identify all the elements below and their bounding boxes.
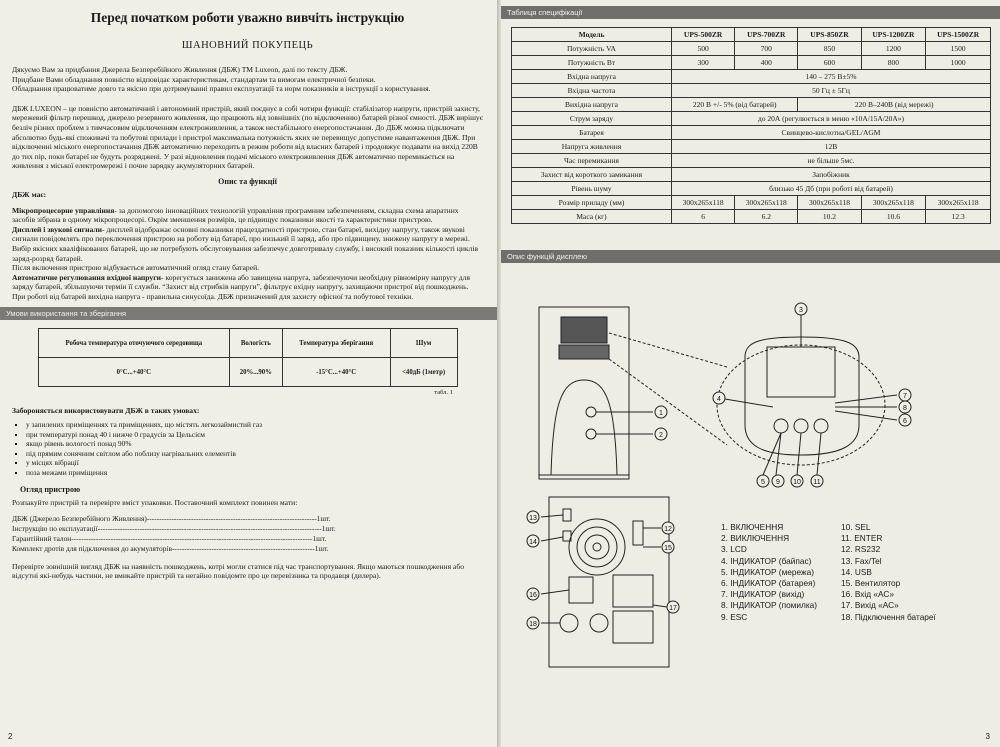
table-row	[512, 56, 991, 70]
spec-header: UPS-1200ZR	[861, 28, 926, 42]
table-row	[512, 98, 991, 112]
leader-dots: ----------------------------------------------------------	[171, 543, 315, 553]
table-row	[512, 28, 991, 42]
table-row	[512, 196, 991, 210]
front-lcd	[561, 317, 607, 343]
spec-label: Вихідна напруга	[512, 98, 672, 112]
spec-label: Напруга живлення	[512, 140, 672, 154]
page-number-right: 3	[985, 732, 990, 741]
display-bar: Опис функцій дисплею	[501, 250, 1000, 263]
callout-label: 4	[717, 396, 721, 403]
sel-button	[794, 419, 808, 433]
env-value: <40дБ (1метр)	[390, 358, 457, 387]
spec-label: Час перемикання	[512, 154, 672, 168]
spec-label: Рівень шуму	[512, 182, 672, 196]
esc-button	[774, 419, 788, 433]
callout-label: 9	[776, 479, 780, 486]
micro-text: - за допомогою інноваційних технологій управління програмним забезпеченням, складна схема апаратних засобів зібрана в одному мікропроцесорі. Окрім зменшення розмірів, це підвищує показники якості та характеристики пристрою.	[12, 205, 459, 225]
table-row	[512, 84, 991, 98]
spec-cell: 12В	[672, 140, 991, 154]
callout-label: 2	[659, 432, 663, 439]
intro-block	[12, 65, 483, 94]
inspection-text: Розпакуйте пристрій та перевірте вміст упаковки. Поставочний комплект повинен мати:	[12, 498, 298, 508]
spec-cell: 300х265х118	[672, 196, 735, 210]
package-qty: 1шт.	[321, 523, 336, 533]
spec-cell: 50 Гц ± 5Гц	[672, 84, 991, 98]
spec-header: UPS-1500ZR	[926, 28, 991, 42]
package-qty: 1шт.	[312, 533, 327, 543]
page-title: Перед початком роботи уважно вивчіть інструкцію	[90, 10, 405, 25]
legend-item: 15. Вентилятор	[841, 578, 901, 589]
spec-header: UPS-500ZR	[672, 28, 735, 42]
list-item: ▪ у запилених приміщеннях та приміщеннях, що містять легкозаймистий газ	[26, 420, 483, 430]
callout-label: 17	[669, 605, 677, 612]
spec-header: UPS-700ZR	[735, 28, 798, 42]
left-page	[0, 0, 497, 747]
conditions-bar: Умови використання та зберігання	[0, 307, 497, 320]
callout-label: 8	[903, 405, 907, 412]
micro-paragraph	[12, 206, 483, 225]
ac-output-2	[613, 611, 653, 643]
micro-title: Мікропроцесорне управління	[12, 205, 115, 215]
package-name: Інструкцію по експлуатації	[12, 523, 98, 533]
table-row	[512, 210, 991, 224]
battery-connector	[560, 614, 578, 632]
avr-text: - корегується занижена або завищена напруга, забезпечуючи необхідну рівномірну напругу для заряду батарей, збільшуючи термін її служби. “Захист від стрибків напруги”, фільтрує вхідну напругу, захищаючи пристрої від пошкоджень. При роботі від батарей вихідна напруга - правильна синусоїда. ДБЖ призначений для захисту офісної та побутової техніки.	[12, 272, 470, 301]
spec-label: Захист від короткого замикання	[512, 168, 672, 182]
spec-cell: 6.2	[735, 210, 798, 224]
table-row	[512, 70, 991, 84]
ac-output-1	[613, 575, 653, 607]
legend-item: 9. ESC	[721, 611, 748, 622]
legend-item: 8. ІНДИКАТОР (помилка)	[721, 600, 818, 611]
spec-cell: близько 45 Дб (при роботі від батарей)	[672, 182, 991, 196]
ups-diagram	[501, 285, 1000, 685]
functions-intro: ДБЖ має:	[12, 189, 47, 199]
avr-title: Автоматичне регулювання вхідної напруги	[12, 272, 162, 282]
display-zoom	[717, 345, 885, 465]
list-item: ▪ якщо рівень вологості понад 90%	[26, 439, 483, 449]
spec-cell: не більше 5мс.	[672, 154, 991, 168]
callout-label: 14	[529, 539, 537, 546]
legend-item: 16. Вхід «АС»	[841, 589, 894, 600]
enter-button	[814, 419, 828, 433]
table-row	[512, 126, 991, 140]
spec-cell: 220 В +/- 5% (від батарей)	[672, 98, 798, 112]
leader-dots: -------------------------------------------------------------------------------------------	[97, 523, 322, 533]
forbidden-list	[26, 420, 483, 477]
intro-line: Придбане Вами обладнання повністю відповідає характеристикам, стандартам та вимогам електричної безпеки.	[12, 74, 376, 84]
table-row	[512, 168, 991, 182]
package-name: Гарантійний талон	[12, 533, 72, 543]
leader-dots: --------------------------------------------------------------------------------------------------	[71, 533, 313, 543]
legend-item: 7. ІНДИКАТОР (вихід)	[721, 589, 805, 600]
spec-label: Струм заряду	[512, 112, 672, 126]
functions-heading: Опис та функції	[218, 176, 277, 186]
power-on-button	[586, 407, 596, 417]
greeting: ШАНОВНИЙ ПОКУПЕЦЬ	[181, 40, 314, 51]
check-text: Перевірте зовнішній вигляд ДБЖ на наявність пошкоджень, котрі могли статися під час транспортування. Якщо маються пошкодження або відсутні які-небудь частини, не вмикайте пристрій та негайно повідомте про це перевізника та продавця (дилера).	[12, 561, 465, 581]
callout-label: 6	[903, 418, 907, 425]
intro-line: Дякуємо Вам за придбання Джерела Безперебійного Живлення (ДБЖ) ТМ Luxeon, далі по тексту ДБЖ.	[12, 65, 348, 74]
callout-label: 10	[793, 479, 801, 486]
spec-cell: 220 В–240В (від мережі)	[798, 98, 991, 112]
legend-item: 14. USB	[841, 566, 872, 577]
table-row	[38, 358, 457, 387]
legend-item: 3. LCD	[721, 544, 747, 555]
env-value: -15°С...+40°С	[282, 358, 390, 387]
spec-cell: 400	[735, 56, 798, 70]
package-name: ДБЖ (Джерело Безперебійного Живлення)	[12, 513, 147, 523]
callout-label: 1	[659, 410, 663, 417]
table-row	[38, 329, 457, 358]
spec-cell: 1000	[926, 56, 991, 70]
inspection-heading: Огляд пристрою	[20, 485, 81, 495]
conditions-table	[38, 328, 458, 387]
right-page	[501, 0, 1000, 747]
table-row	[512, 140, 991, 154]
leader-dots: ---------------------------------------------------------------------	[146, 513, 317, 523]
callout-label: 5	[761, 479, 765, 486]
spec-cell: 600	[798, 56, 861, 70]
env-value: 20%...90%	[230, 358, 282, 387]
spec-table	[511, 27, 991, 224]
list-item	[12, 534, 483, 544]
legend-item: 4. ІНДИКАТОР (байпас)	[721, 555, 812, 566]
spec-cell: 140 – 275 В±5%	[672, 70, 991, 84]
spec-cell: 1500	[926, 42, 991, 56]
spec-label: Вхідна напруга	[512, 70, 672, 84]
callout-label: 11	[813, 479, 821, 486]
callout-label: 7	[903, 393, 907, 400]
front-arch	[551, 380, 617, 475]
display-text: - дисплей відображає основні показники працездатності пристрою, стан батареї, вихідну напругу, також звукові сигнали повідомлять про переключення пристрою на роботу від батареї, про низький її заряд, або про підвищену, знижену напругу в мережі. Вибір якісних кваліфікованих батарей, що не потребують обслуговування забезпечує довготривалу службу, і високий показник кількості циклів заряд-розряд батарей.	[12, 224, 479, 263]
spec-cell: 300х265х118	[926, 196, 991, 210]
env-header: Вологість	[230, 329, 282, 358]
ac-input	[569, 577, 593, 603]
env-header: Шум	[390, 329, 457, 358]
spec-label: Потужність VA	[512, 42, 672, 56]
rs232-port	[633, 521, 643, 545]
display-lcd	[767, 347, 835, 397]
legend-item: 10. SEL	[841, 522, 871, 532]
spec-cell: 850	[798, 42, 861, 56]
display-panel	[745, 337, 859, 455]
spec-cell: 700	[735, 42, 798, 56]
spec-header: Модель	[512, 28, 672, 42]
list-item: ▪ у місцях вібрації	[26, 458, 483, 468]
spec-cell: Свинцево-кислотна/GEL/AGM	[672, 126, 991, 140]
callout-label: 3	[799, 307, 803, 314]
power-off-button	[586, 429, 596, 439]
table-label: табл. 1	[434, 389, 453, 397]
table-row	[512, 154, 991, 168]
spec-cell: до 20А (регулюється в меню «10А/15А/20А»)	[672, 112, 991, 126]
spec-cell: 10.6	[861, 210, 926, 224]
env-header: Температура зберігання	[282, 329, 390, 358]
legend-item: 13. Fax/Tel	[841, 555, 882, 566]
list-item: ▪ поза межами приміщення	[26, 468, 483, 478]
spec-bar: Таблиця специфікації	[501, 6, 1000, 19]
description-paragraph: ДБЖ LUXEON – це повністю автоматичний і автономний пристрій, який поєднує в собі чотири функції: стабілізатор напруги, пристрій захисту, мережевий фільтр перешкод, джерело резервного живлення, що працюють від зовнішніх (по відключенню) батарей різної ємності. ДБЖ вирішує безліч різних проблем з тимчасовим відключенням електроживлення, а також нестабільного енергопостачання. До ДБЖ можна підключати абсолютно будь-які споживачі та побутові прилади і пристрої максимальна потужність яких не перевищує допустиме навантаження ДБЖ. При відключенні міського енергопостачання ДБЖ автоматично переходить в режим роботи від власних батарей і продовжує подавати на вихід 220В до тих пір, поки батареї не будуть розряджені. У разі відновлення подачі міського електроживлення ДБЖ автоматично перемикається на живлення з міської електромережі і почне зарядку акумуляторних батарей.	[12, 103, 483, 171]
env-value: 0°С...+40°С	[38, 358, 230, 387]
spec-cell: 300х265х118	[735, 196, 798, 210]
spec-cell: 12.3	[926, 210, 991, 224]
list-item: ▪ при температурі понад 40 і нижче 0 градусів за Цельсієм	[26, 430, 483, 440]
spec-cell: 800	[861, 56, 926, 70]
spec-cell: 300х265х118	[861, 196, 926, 210]
callout-label: 13	[529, 515, 537, 522]
spec-cell: 10.2	[798, 210, 861, 224]
package-qty: 1шт.	[314, 543, 329, 553]
spec-label: Розмір приладу (мм)	[512, 196, 672, 210]
spec-cell: 1200	[861, 42, 926, 56]
ups-rear-body	[549, 497, 669, 667]
legend-item: 1. ВКЛЮЧЕННЯ	[721, 522, 784, 532]
intro-line: Обладнання працюватиме довго та якісно при дотримуванні правил експлуатації та норм показників в інструкції з користування.	[12, 84, 431, 94]
table-row	[512, 112, 991, 126]
forbidden-heading: Забороняється використовувати ДБЖ в таких умовах:	[12, 406, 200, 416]
legend-item: 18. Підключення батареї	[841, 611, 936, 622]
display-title: Дисплей і звукові сигнали	[12, 224, 103, 234]
callout-label: 12	[664, 526, 672, 533]
spec-label: Потужність Вт	[512, 56, 672, 70]
spec-cell: 500	[672, 42, 735, 56]
callout-label: 16	[529, 592, 537, 599]
spec-cell: Запобіжник	[672, 168, 991, 182]
legend-item: 2. ВИКЛЮЧЕННЯ	[721, 533, 790, 544]
table-row	[512, 182, 991, 196]
list-item: ▪ під прямим сонячним світлом або поблизу нагрівальних елементів	[26, 449, 483, 459]
legend-item: 17. Вихід «АС»	[841, 600, 899, 611]
package-name: Комплект дротів для підключення до акумуляторів	[12, 543, 172, 553]
legend-item: 6. ІНДИКАТОР (батарея)	[721, 578, 816, 589]
spec-label: Вхідна частота	[512, 84, 672, 98]
legend-item: 12. RS232	[841, 544, 881, 555]
table-row	[512, 42, 991, 56]
legend-column-right	[841, 522, 936, 623]
list-item	[12, 514, 483, 524]
package-qty: 1шт.	[316, 513, 331, 523]
list-item	[12, 544, 483, 554]
legend-item: 11. ENTER	[841, 533, 883, 544]
fax-port	[563, 509, 571, 521]
spec-label: Маса (кг)	[512, 210, 672, 224]
display-paragraph-2: Після включення пристрою відбувається автоматичний огляд стану батарей.	[12, 263, 260, 273]
spec-cell: 300х265х118	[798, 196, 861, 210]
list-item	[12, 524, 483, 534]
callout-label: 15	[664, 545, 672, 552]
spec-header: UPS-850ZR	[798, 28, 861, 42]
spec-cell: 6	[672, 210, 735, 224]
env-header: Робоча температура оточуючого середовища	[38, 329, 230, 358]
legend-column-left	[721, 522, 817, 623]
spec-cell: 300	[672, 56, 735, 70]
spec-label: Батарея	[512, 126, 672, 140]
package-list	[12, 514, 483, 554]
legend-item: 5. ІНДИКАТОР (мережа)	[721, 566, 814, 577]
callout-label: 18	[529, 621, 537, 628]
avr-paragraph	[12, 273, 483, 302]
page-number-left: 2	[8, 732, 13, 741]
display-paragraph	[12, 225, 483, 263]
